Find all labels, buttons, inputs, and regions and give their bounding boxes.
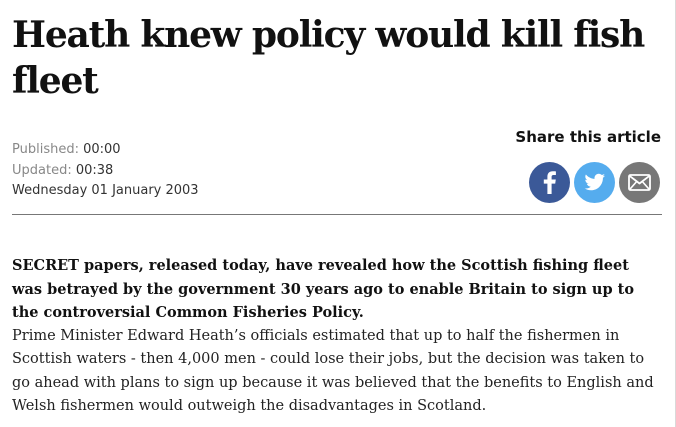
updated-label: Updated: bbox=[12, 162, 72, 178]
share-panel bbox=[511, 127, 661, 147]
twitter-share-button[interactable] bbox=[574, 162, 615, 203]
meta-divider bbox=[12, 214, 662, 215]
article-body bbox=[12, 254, 664, 419]
facebook-share-button[interactable] bbox=[529, 162, 570, 203]
published-label: Published: bbox=[12, 142, 79, 157]
article-lead: SECRET papers, released today, have revealed how the Scottish fishing fleet was betrayed by the government 30 years ago to enable Britain to sign up to the controversial Common Fisheries Policy. bbox=[12, 257, 635, 321]
share-title: Share this article bbox=[515, 128, 661, 146]
article-paragraph: Prime Minister Edward Heath’s officials estimated that up to half the fishermen in Scottish waters - then 4,000 men - could lose their jobs, but the decision was taken to go ahead with plans to sign up because it was believed that the benefits to English and Welsh fishermen would outweigh the disadvantages in Scotland. bbox=[12, 327, 654, 414]
published-time: 00:00 bbox=[83, 142, 121, 157]
updated-time: 00:38 bbox=[75, 162, 114, 178]
article-date: Wednesday 01 January 2003 bbox=[12, 183, 199, 198]
email-icon bbox=[619, 162, 660, 203]
facebook-icon bbox=[529, 162, 570, 203]
article-headline: Heath knew policy would kill fish fleet bbox=[12, 14, 645, 102]
article-meta bbox=[12, 140, 199, 202]
twitter-icon bbox=[574, 162, 615, 203]
updated-row bbox=[12, 161, 199, 182]
share-buttons bbox=[529, 162, 661, 204]
email-share-button[interactable] bbox=[619, 162, 660, 203]
published-row bbox=[12, 140, 199, 161]
